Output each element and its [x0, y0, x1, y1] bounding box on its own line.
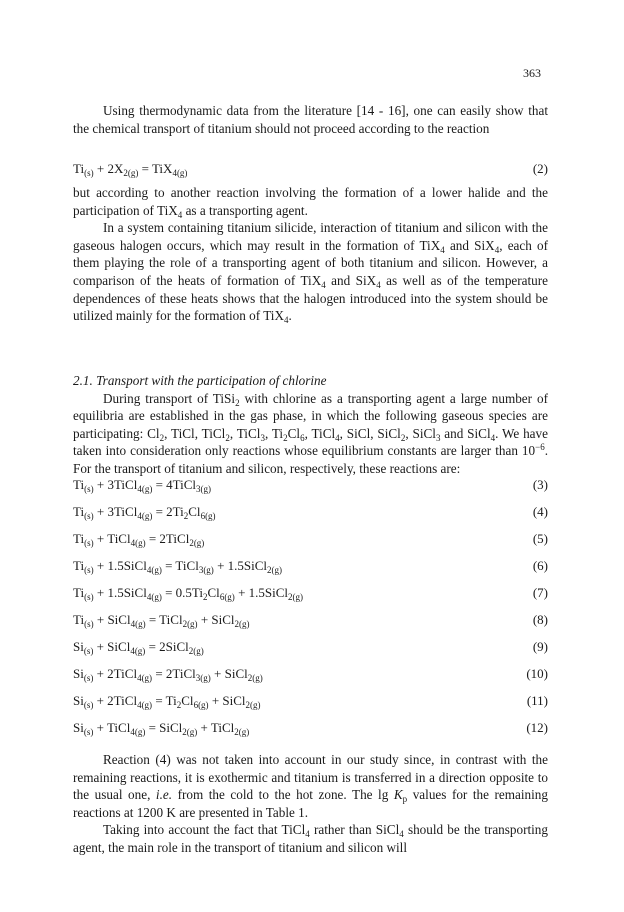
- equation-5: $Ti_{(s)}$ + TiCl$_{4(g)}$ = 2TiCl$_{2(g)}$ (5): [73, 531, 548, 548]
- equation-10: $Si_{(s)}$ + 2TiCl$_{4(g)}$ = 2TiCl$_{3(g)}$ + SiCl$_{2(g)}$ (10): [73, 666, 548, 683]
- equation-3: $Ti_{(s)}$ + 3TiCl$_{4(g)}$ = 4TiCl$_{3(g)}$ (3): [73, 477, 548, 494]
- equation-number: (4): [532, 504, 548, 519]
- equation-8: $Ti_{(s)}$ + SiCl$_{4(g)}$ = TiCl$_{2(g)}$ + SiCl$_{2(g)}$ (8): [73, 612, 548, 629]
- paragraph-silicide-system: In a system containing titanium silicide, interaction of titanium and silicon with the gaseous halogen occurs, which may result in the formation of TiX$_4$ and SiX$_4$, each of them playing the role of a transporting agent of both titanium and silicon. However, a comparison of the heats of formation of TiX$_4$ and SiX$_4$ as well as of the temperature dependences of these heats shows that the halogen introduced into the system should be utilized mainly for the formation of TiX$_4$.: [73, 220, 549, 326]
- paragraph-intro-text: Using thermodynamic data from the literature [14 - 16], one can easily show that the chemical transport of titanium should not proceed according to the reaction: [73, 103, 548, 136]
- equation-12: $Si_{(s)}$ + TiCl$_{4(g)}$ = SiCl$_{2(g)}$ + TiCl$_{2(g)}$ (12): [73, 720, 548, 737]
- equation-9: $Si_{(s)}$ + SiCl$_{4(g)}$ = 2SiCl$_{2(g)}$ (9): [73, 639, 548, 656]
- page-number: 363: [523, 66, 541, 80]
- paragraph-transporting-agent: Taking into account the fact that TiCl$_4$ rather than SiCl$_4$ should be the transporting agent, the main role in the transport of titanium and silicon will: [73, 822, 548, 855]
- equation-2-expression: $Ti_{(s)} + 2X_{2(g)} = TiX_{4(g)}$: [73, 161, 188, 178]
- paragraph-reaction-4: Reaction (4) was not taken into account in our study since, in contrast with the remaining reactions, it is exothermic and titanium is transferred in a direction opposite to the usual one, i.e. from the cold to the hot zone. The $\lg K_p$ values for the remaining reactions at 1200 K are presented in Table 1.: [73, 752, 548, 820]
- equation-number: (8): [532, 612, 548, 627]
- equation-7: $Ti_{(s)}$ + 1.5SiCl$_{4(g)}$ = $0.5Ti_2Cl_{6(g)}$ + 1.5SiCl$_{2(g)}$ (7): [73, 585, 548, 602]
- equation-4: $Ti_{(s)}$ + 3TiCl$_{4(g)}$ = $2Ti_2Cl_{6(g)}$ (4): [73, 504, 548, 521]
- equation-number: (5): [532, 531, 548, 546]
- paragraph-chlorine-equilibria: During transport of TiSi$_2$ with chlorine as a transporting agent a large number of equilibria are established in the gas phase, in which the following gaseous species are participating: $Cl_2$, TiCl, TiCl$_2$, TiCl$_3$, $Ti_2Cl_6$, TiCl$_4$, SiCl, SiCl$_2$, SiCl$_3$ and SiCl$_4$. We have taken into consideration only reactions whose equilibrium constants are larger than $10^{-6}$. For the transport of titanium and silicon, respectively, these reactions are:: [73, 390, 548, 476]
- equation-number: (10): [526, 666, 548, 681]
- section-heading: 2.1. Transport with the participation of chlorine: [73, 373, 327, 388]
- equation-number: (6): [532, 558, 548, 573]
- paragraph-lower-halide: but according to another reaction involving the formation of a lower halide and the participation of TiX$_4$ as a transporting agent.: [73, 185, 548, 220]
- equation-11: $Si_{(s)}$ + 2TiCl$_{4(g)}$ = $Ti_2Cl_{6(g)}$ + SiCl$_{2(g)}$ (11): [73, 693, 548, 710]
- equation-number: (9): [532, 639, 548, 654]
- equation-2-number: (2): [532, 161, 548, 176]
- equation-number: (11): [526, 693, 548, 708]
- equation-2: [73, 161, 548, 179]
- equation-6: $Ti_{(s)}$ + 1.5SiCl$_{4(g)}$ = TiCl$_{3(g)}$ + 1.5SiCl$_{2(g)}$ (6): [73, 558, 548, 575]
- equation-number: (7): [532, 585, 548, 600]
- equation-number: (12): [526, 720, 548, 735]
- equation-number: (3): [532, 477, 548, 492]
- paragraph-intro: [73, 102, 548, 137]
